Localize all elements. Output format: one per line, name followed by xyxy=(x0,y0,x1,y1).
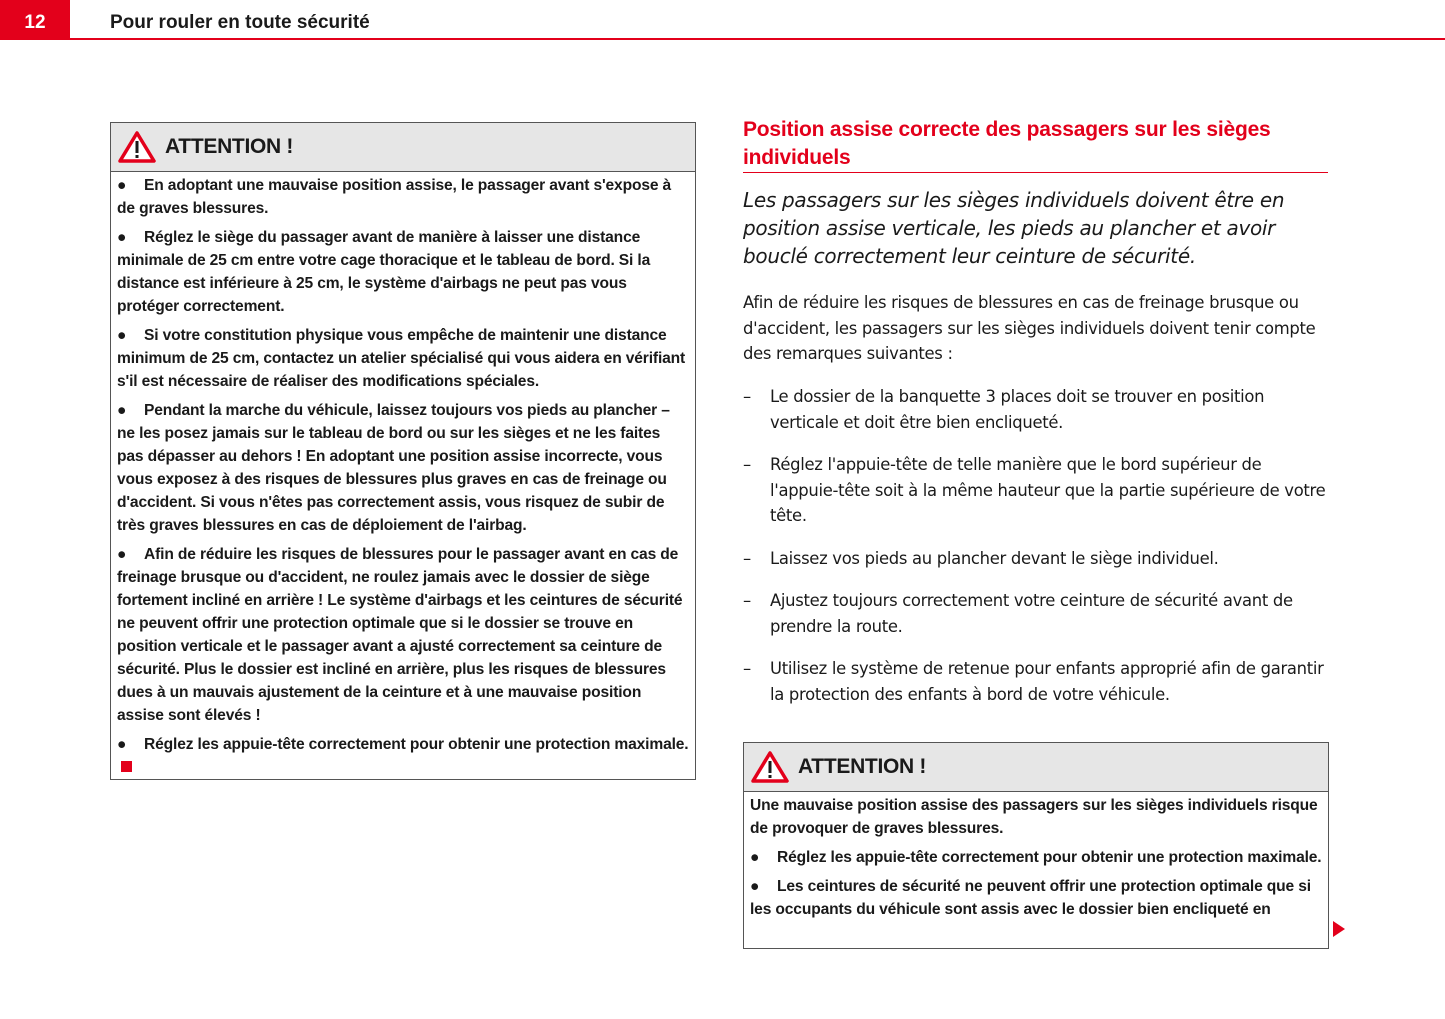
section-heading-rule xyxy=(743,172,1328,173)
bullet-icon: ● xyxy=(117,736,127,753)
warning-item: ● Les ceintures de sécurité ne peuvent offrir une protection optimale que si les occupants du véhicule sont assis avec le dossier bien encliqueté en xyxy=(750,875,1322,921)
section-paragraph: Afin de réduire les risques de blessures en cas de freinage brusque ou d'accident, les passagers sur les sièges individuels doivent tenir compte des remarques suivantes : xyxy=(743,293,1316,363)
dash-icon: – xyxy=(743,455,751,474)
warning-item: ● Réglez les appuie-tête correctement pour obtenir une protection maximale. xyxy=(750,846,1322,869)
bullet-icon: ● xyxy=(750,849,760,866)
bullet-icon: ● xyxy=(117,327,127,344)
bullet-icon: ● xyxy=(117,177,127,194)
dash-icon: – xyxy=(743,548,751,568)
dash-icon: – xyxy=(743,387,751,406)
warning-item: ● Pendant la marche du véhicule, laissez toujours vos pieds au plancher – ne les posez jamais sur le tableau de bord ou sur les sièges et ne les faites pas dépasser au dehors ! En adoptant une position assise incorrecte, vous vous exposez à des risques de blessures plus graves en cas de freinage ou d'accident. Si vous n'êtes pas correctement assis, vous risquez de subir de très graves blessures en cas de déploiement de l'airbag. xyxy=(117,399,689,537)
dash-icon: – xyxy=(743,659,751,678)
bullet-icon: ● xyxy=(117,402,127,419)
warning-header xyxy=(744,743,1328,792)
remarks-list xyxy=(743,384,1333,724)
warning-item: ● Si votre constitution physique vous empêche de maintenir une distance minimum de 25 cm, contactez un atelier spécialisé qui vous aidera en vérifiant s'il est nécessaire de réaliser des modifications spéciales. xyxy=(117,324,689,393)
left-warning-box xyxy=(110,122,696,780)
warning-body xyxy=(111,172,695,789)
warning-item: ● En adoptant une mauvaise position assise, le passager avant s'expose à de graves blessures. xyxy=(117,174,689,220)
list-item: – Réglez l'appuie-tête de telle manière que le bord supérieur de l'appuie-tête soit à la même hauteur que la partie supérieure de votre tête. xyxy=(743,452,1333,529)
warning-body xyxy=(744,792,1328,931)
warning-title: ATTENTION ! xyxy=(165,135,294,158)
bullet-icon: ● xyxy=(750,878,760,895)
warning-item: ● Afin de réduire les risques de blessures pour le passager avant en cas de freinage brusque ou d'accident, ne roulez jamais avec le dossier de siège fortement incliné en arrière ! Le système d'airbags et les ceintures de sécurité ne peuvent offrir une protection optimale que si le dossier se trouve en position verticale et le passager avant a ajusté correctement sa ceinture de sécurité. Plus le dossier est incliné en arrière, plus les risques de blessures dues à un mauvais ajustement de la ceinture et à une mauvaise position assise sont élevés ! xyxy=(117,543,689,727)
warning-header xyxy=(111,123,695,172)
warning-title: ATTENTION ! xyxy=(798,755,927,778)
list-item: – Laissez vos pieds au plancher devant le siège individuel. xyxy=(743,546,1333,572)
list-item: – Utilisez le système de retenue pour enfants approprié afin de garantir la protection des enfants à bord de votre véhicule. xyxy=(743,656,1333,707)
bullet-icon: ● xyxy=(117,546,127,563)
dash-icon: – xyxy=(743,591,751,610)
chapter-title: Pour rouler en toute sécurité xyxy=(110,12,370,33)
list-item: – Ajustez toujours correctement votre ceinture de sécurité avant de prendre la route. xyxy=(743,588,1333,639)
header-rule xyxy=(70,38,1445,40)
end-of-section-square-icon xyxy=(121,761,132,772)
warning-triangle-icon xyxy=(117,130,157,164)
warning-lead: Une mauvaise position assise des passagers sur les sièges individuels risque de provoquer de graves blessures. xyxy=(750,797,1318,837)
page-number-block xyxy=(0,0,70,40)
warning-triangle-icon xyxy=(750,750,790,784)
right-warning-box xyxy=(743,742,1329,949)
warning-item: ● Réglez le siège du passager avant de manière à laisser une distance minimale de 25 cm entre votre cage thoracique et le tableau de bord. Si la distance est inférieure à 25 cm, le système d'airbags ne peut pas vous protéger correctement. xyxy=(117,226,689,318)
list-item: – Le dossier de la banquette 3 places doit se trouver en position verticale et doit être bien encliqueté. xyxy=(743,384,1333,435)
bullet-icon: ● xyxy=(117,229,127,246)
next-page-arrow-icon xyxy=(1333,921,1345,937)
section-heading: Position assise correcte des passagers sur les sièges individuels xyxy=(743,118,1271,169)
section-intro: Les passagers sur les sièges individuels doivent être en position assise verticale, les pieds au plancher et avoir bouclé correctement leur ceinture de sécurité. xyxy=(743,188,1285,268)
warning-item: ● Réglez les appuie-tête correctement pour obtenir une protection maximale. xyxy=(117,733,689,779)
page-number: 12 xyxy=(24,12,46,33)
